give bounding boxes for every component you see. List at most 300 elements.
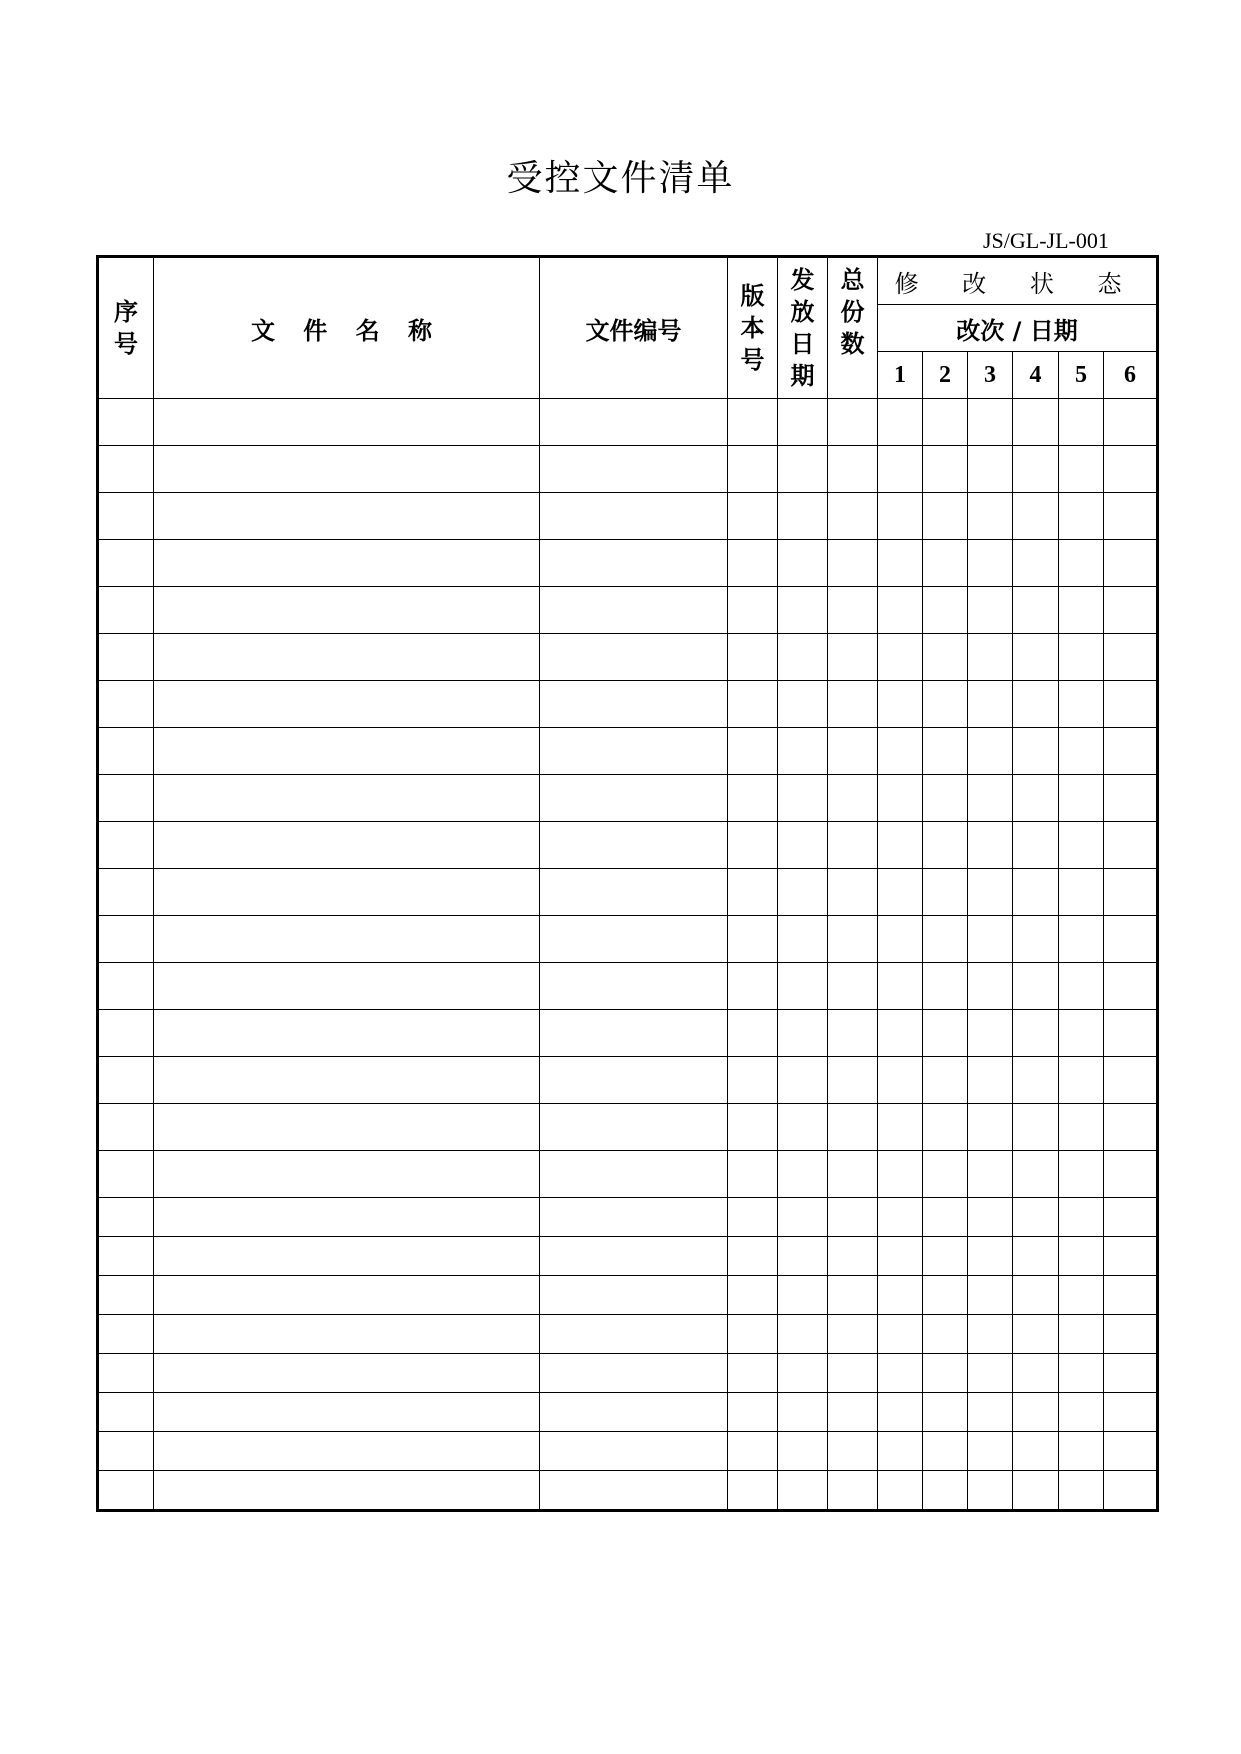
table-cell[interactable] bbox=[540, 1315, 728, 1354]
table-cell[interactable] bbox=[1059, 1010, 1104, 1057]
table-cell[interactable] bbox=[878, 869, 923, 916]
table-cell[interactable] bbox=[1104, 399, 1158, 446]
table-cell[interactable] bbox=[540, 493, 728, 540]
table-cell[interactable] bbox=[1059, 1315, 1104, 1354]
table-cell[interactable] bbox=[98, 1057, 154, 1104]
table-cell[interactable] bbox=[778, 681, 828, 728]
table-cell[interactable] bbox=[923, 493, 968, 540]
table-cell[interactable] bbox=[728, 963, 778, 1010]
table-cell[interactable] bbox=[540, 1104, 728, 1151]
table-cell[interactable] bbox=[154, 1010, 540, 1057]
table-cell[interactable] bbox=[923, 728, 968, 775]
table-cell[interactable] bbox=[728, 540, 778, 587]
table-cell[interactable] bbox=[1104, 916, 1158, 963]
table-cell[interactable] bbox=[1059, 1151, 1104, 1198]
table-cell[interactable] bbox=[778, 493, 828, 540]
table-cell[interactable] bbox=[1104, 1276, 1158, 1315]
table-cell[interactable] bbox=[968, 1151, 1013, 1198]
table-cell[interactable] bbox=[540, 634, 728, 681]
table-cell[interactable] bbox=[1013, 1104, 1059, 1151]
table-cell[interactable] bbox=[1104, 963, 1158, 1010]
table-cell[interactable] bbox=[540, 1010, 728, 1057]
table-cell[interactable] bbox=[923, 634, 968, 681]
table-cell[interactable] bbox=[728, 1393, 778, 1432]
table-cell[interactable] bbox=[728, 634, 778, 681]
table-cell[interactable] bbox=[540, 1393, 728, 1432]
table-cell[interactable] bbox=[878, 1315, 923, 1354]
table-cell[interactable] bbox=[98, 587, 154, 634]
table-cell[interactable] bbox=[98, 1237, 154, 1276]
table-cell[interactable] bbox=[540, 869, 728, 916]
table-cell[interactable] bbox=[540, 587, 728, 634]
table-cell[interactable] bbox=[1013, 963, 1059, 1010]
table-cell[interactable] bbox=[778, 916, 828, 963]
table-cell[interactable] bbox=[154, 1471, 540, 1511]
table-cell[interactable] bbox=[923, 1315, 968, 1354]
table-cell[interactable] bbox=[154, 681, 540, 728]
table-cell[interactable] bbox=[1059, 1354, 1104, 1393]
table-cell[interactable] bbox=[878, 1276, 923, 1315]
table-cell[interactable] bbox=[1059, 822, 1104, 869]
table-cell[interactable] bbox=[540, 916, 728, 963]
table-cell[interactable] bbox=[1059, 728, 1104, 775]
table-cell[interactable] bbox=[828, 1471, 878, 1511]
table-cell[interactable] bbox=[728, 446, 778, 493]
table-cell[interactable] bbox=[878, 1010, 923, 1057]
table-cell[interactable] bbox=[878, 916, 923, 963]
table-cell[interactable] bbox=[923, 1104, 968, 1151]
table-cell[interactable] bbox=[1059, 1104, 1104, 1151]
table-cell[interactable] bbox=[1104, 446, 1158, 493]
table-cell[interactable] bbox=[98, 1010, 154, 1057]
table-cell[interactable] bbox=[878, 493, 923, 540]
table-cell[interactable] bbox=[878, 1057, 923, 1104]
table-cell[interactable] bbox=[728, 399, 778, 446]
table-cell[interactable] bbox=[778, 775, 828, 822]
table-cell[interactable] bbox=[728, 1354, 778, 1393]
table-cell[interactable] bbox=[968, 540, 1013, 587]
table-cell[interactable] bbox=[778, 1104, 828, 1151]
table-cell[interactable] bbox=[1013, 728, 1059, 775]
table-cell[interactable] bbox=[728, 916, 778, 963]
table-cell[interactable] bbox=[1104, 1151, 1158, 1198]
table-cell[interactable] bbox=[98, 1151, 154, 1198]
table-cell[interactable] bbox=[968, 822, 1013, 869]
table-cell[interactable] bbox=[878, 963, 923, 1010]
table-cell[interactable] bbox=[828, 1010, 878, 1057]
table-cell[interactable] bbox=[154, 963, 540, 1010]
table-cell[interactable] bbox=[923, 1471, 968, 1511]
table-cell[interactable] bbox=[540, 775, 728, 822]
table-cell[interactable] bbox=[828, 822, 878, 869]
table-cell[interactable] bbox=[1104, 775, 1158, 822]
table-cell[interactable] bbox=[878, 587, 923, 634]
table-cell[interactable] bbox=[968, 1198, 1013, 1237]
table-cell[interactable] bbox=[1104, 1057, 1158, 1104]
table-cell[interactable] bbox=[1059, 963, 1104, 1010]
table-cell[interactable] bbox=[1104, 1432, 1158, 1471]
table-cell[interactable] bbox=[1013, 1432, 1059, 1471]
table-cell[interactable] bbox=[968, 1315, 1013, 1354]
table-cell[interactable] bbox=[98, 634, 154, 681]
table-cell[interactable] bbox=[154, 493, 540, 540]
table-cell[interactable] bbox=[778, 869, 828, 916]
table-cell[interactable] bbox=[968, 1471, 1013, 1511]
table-cell[interactable] bbox=[154, 1151, 540, 1198]
table-cell[interactable] bbox=[778, 728, 828, 775]
table-cell[interactable] bbox=[968, 963, 1013, 1010]
table-cell[interactable] bbox=[154, 1057, 540, 1104]
table-cell[interactable] bbox=[1059, 493, 1104, 540]
table-cell[interactable] bbox=[728, 587, 778, 634]
table-cell[interactable] bbox=[1013, 775, 1059, 822]
table-cell[interactable] bbox=[828, 1315, 878, 1354]
table-cell[interactable] bbox=[878, 1471, 923, 1511]
table-cell[interactable] bbox=[728, 1151, 778, 1198]
table-cell[interactable] bbox=[154, 1432, 540, 1471]
table-cell[interactable] bbox=[923, 1276, 968, 1315]
table-cell[interactable] bbox=[778, 446, 828, 493]
table-cell[interactable] bbox=[1104, 587, 1158, 634]
table-cell[interactable] bbox=[1104, 1354, 1158, 1393]
table-cell[interactable] bbox=[154, 634, 540, 681]
table-cell[interactable] bbox=[968, 493, 1013, 540]
table-cell[interactable] bbox=[1013, 1276, 1059, 1315]
table-cell[interactable] bbox=[878, 634, 923, 681]
table-cell[interactable] bbox=[1059, 1471, 1104, 1511]
table-cell[interactable] bbox=[828, 1354, 878, 1393]
table-cell[interactable] bbox=[154, 916, 540, 963]
table-cell[interactable] bbox=[828, 728, 878, 775]
table-cell[interactable] bbox=[1013, 869, 1059, 916]
table-cell[interactable] bbox=[828, 540, 878, 587]
table-cell[interactable] bbox=[968, 399, 1013, 446]
table-cell[interactable] bbox=[778, 1354, 828, 1393]
table-cell[interactable] bbox=[778, 1198, 828, 1237]
table-cell[interactable] bbox=[968, 587, 1013, 634]
table-cell[interactable] bbox=[828, 634, 878, 681]
table-cell[interactable] bbox=[923, 869, 968, 916]
table-cell[interactable] bbox=[98, 822, 154, 869]
table-cell[interactable] bbox=[828, 493, 878, 540]
table-cell[interactable] bbox=[968, 869, 1013, 916]
table-cell[interactable] bbox=[923, 775, 968, 822]
table-cell[interactable] bbox=[778, 822, 828, 869]
table-cell[interactable] bbox=[1104, 1104, 1158, 1151]
table-cell[interactable] bbox=[1013, 822, 1059, 869]
table-cell[interactable] bbox=[828, 1151, 878, 1198]
table-cell[interactable] bbox=[828, 446, 878, 493]
table-cell[interactable] bbox=[923, 446, 968, 493]
table-cell[interactable] bbox=[828, 399, 878, 446]
table-cell[interactable] bbox=[154, 540, 540, 587]
table-cell[interactable] bbox=[1104, 540, 1158, 587]
table-cell[interactable] bbox=[778, 1010, 828, 1057]
table-cell[interactable] bbox=[1059, 1057, 1104, 1104]
table-cell[interactable] bbox=[154, 1104, 540, 1151]
table-cell[interactable] bbox=[923, 822, 968, 869]
table-cell[interactable] bbox=[540, 1276, 728, 1315]
table-cell[interactable] bbox=[878, 1104, 923, 1151]
table-cell[interactable] bbox=[878, 1393, 923, 1432]
table-cell[interactable] bbox=[923, 1432, 968, 1471]
table-cell[interactable] bbox=[98, 1315, 154, 1354]
table-cell[interactable] bbox=[778, 1237, 828, 1276]
table-cell[interactable] bbox=[1013, 1393, 1059, 1432]
table-cell[interactable] bbox=[154, 1276, 540, 1315]
table-cell[interactable] bbox=[1013, 587, 1059, 634]
table-cell[interactable] bbox=[1059, 540, 1104, 587]
table-cell[interactable] bbox=[1104, 681, 1158, 728]
table-cell[interactable] bbox=[1013, 634, 1059, 681]
table-cell[interactable] bbox=[778, 1276, 828, 1315]
table-cell[interactable] bbox=[1059, 399, 1104, 446]
table-cell[interactable] bbox=[1013, 493, 1059, 540]
table-cell[interactable] bbox=[778, 399, 828, 446]
table-cell[interactable] bbox=[778, 587, 828, 634]
table-cell[interactable] bbox=[968, 681, 1013, 728]
table-cell[interactable] bbox=[968, 1010, 1013, 1057]
table-cell[interactable] bbox=[1013, 1151, 1059, 1198]
table-cell[interactable] bbox=[878, 1432, 923, 1471]
table-cell[interactable] bbox=[968, 775, 1013, 822]
table-cell[interactable] bbox=[923, 1393, 968, 1432]
table-cell[interactable] bbox=[1013, 1237, 1059, 1276]
table-cell[interactable] bbox=[878, 681, 923, 728]
table-cell[interactable] bbox=[1013, 446, 1059, 493]
table-cell[interactable] bbox=[1104, 822, 1158, 869]
table-cell[interactable] bbox=[1059, 1198, 1104, 1237]
table-cell[interactable] bbox=[968, 1276, 1013, 1315]
table-cell[interactable] bbox=[1104, 869, 1158, 916]
table-cell[interactable] bbox=[828, 1393, 878, 1432]
table-cell[interactable] bbox=[778, 1432, 828, 1471]
table-cell[interactable] bbox=[540, 446, 728, 493]
table-cell[interactable] bbox=[1013, 681, 1059, 728]
table-cell[interactable] bbox=[154, 728, 540, 775]
table-cell[interactable] bbox=[1013, 399, 1059, 446]
table-cell[interactable] bbox=[98, 681, 154, 728]
table-cell[interactable] bbox=[1104, 493, 1158, 540]
table-cell[interactable] bbox=[923, 963, 968, 1010]
table-cell[interactable] bbox=[778, 1151, 828, 1198]
table-cell[interactable] bbox=[778, 1393, 828, 1432]
table-cell[interactable] bbox=[923, 1237, 968, 1276]
table-cell[interactable] bbox=[728, 775, 778, 822]
table-cell[interactable] bbox=[728, 1198, 778, 1237]
table-cell[interactable] bbox=[828, 1276, 878, 1315]
table-cell[interactable] bbox=[98, 1104, 154, 1151]
table-cell[interactable] bbox=[154, 399, 540, 446]
table-cell[interactable] bbox=[878, 1237, 923, 1276]
table-cell[interactable] bbox=[923, 1010, 968, 1057]
table-cell[interactable] bbox=[1013, 1315, 1059, 1354]
table-cell[interactable] bbox=[923, 540, 968, 587]
table-cell[interactable] bbox=[98, 1276, 154, 1315]
table-cell[interactable] bbox=[923, 681, 968, 728]
table-cell[interactable] bbox=[540, 728, 728, 775]
table-cell[interactable] bbox=[1013, 1057, 1059, 1104]
table-cell[interactable] bbox=[540, 1057, 728, 1104]
table-cell[interactable] bbox=[778, 634, 828, 681]
table-cell[interactable] bbox=[540, 1354, 728, 1393]
table-cell[interactable] bbox=[154, 822, 540, 869]
table-cell[interactable] bbox=[728, 869, 778, 916]
table-cell[interactable] bbox=[154, 775, 540, 822]
table-cell[interactable] bbox=[154, 1315, 540, 1354]
table-cell[interactable] bbox=[968, 1104, 1013, 1151]
table-cell[interactable] bbox=[728, 1057, 778, 1104]
table-cell[interactable] bbox=[98, 1432, 154, 1471]
table-cell[interactable] bbox=[878, 1198, 923, 1237]
table-cell[interactable] bbox=[778, 540, 828, 587]
table-cell[interactable] bbox=[1013, 916, 1059, 963]
table-cell[interactable] bbox=[154, 1237, 540, 1276]
table-cell[interactable] bbox=[968, 1354, 1013, 1393]
table-cell[interactable] bbox=[1059, 587, 1104, 634]
table-cell[interactable] bbox=[1104, 634, 1158, 681]
table-cell[interactable] bbox=[98, 1198, 154, 1237]
table-cell[interactable] bbox=[828, 1237, 878, 1276]
table-cell[interactable] bbox=[923, 1198, 968, 1237]
table-cell[interactable] bbox=[540, 399, 728, 446]
table-cell[interactable] bbox=[828, 1057, 878, 1104]
table-cell[interactable] bbox=[1104, 1471, 1158, 1511]
table-cell[interactable] bbox=[1059, 1432, 1104, 1471]
table-cell[interactable] bbox=[878, 399, 923, 446]
table-cell[interactable] bbox=[154, 446, 540, 493]
table-cell[interactable] bbox=[1013, 1471, 1059, 1511]
table-cell[interactable] bbox=[968, 1393, 1013, 1432]
table-cell[interactable] bbox=[728, 493, 778, 540]
table-cell[interactable] bbox=[968, 1237, 1013, 1276]
table-cell[interactable] bbox=[154, 1393, 540, 1432]
table-cell[interactable] bbox=[778, 1315, 828, 1354]
table-cell[interactable] bbox=[540, 1151, 728, 1198]
table-cell[interactable] bbox=[878, 728, 923, 775]
table-cell[interactable] bbox=[728, 1010, 778, 1057]
table-cell[interactable] bbox=[1059, 634, 1104, 681]
table-cell[interactable] bbox=[1104, 1198, 1158, 1237]
table-cell[interactable] bbox=[923, 1151, 968, 1198]
table-cell[interactable] bbox=[98, 963, 154, 1010]
table-cell[interactable] bbox=[1013, 1010, 1059, 1057]
table-cell[interactable] bbox=[728, 681, 778, 728]
table-cell[interactable] bbox=[828, 916, 878, 963]
table-cell[interactable] bbox=[1104, 1315, 1158, 1354]
table-cell[interactable] bbox=[968, 728, 1013, 775]
table-cell[interactable] bbox=[1013, 540, 1059, 587]
table-cell[interactable] bbox=[968, 634, 1013, 681]
table-cell[interactable] bbox=[98, 916, 154, 963]
table-cell[interactable] bbox=[878, 446, 923, 493]
table-cell[interactable] bbox=[828, 1198, 878, 1237]
table-cell[interactable] bbox=[878, 1151, 923, 1198]
table-cell[interactable] bbox=[98, 399, 154, 446]
table-cell[interactable] bbox=[540, 1471, 728, 1511]
table-cell[interactable] bbox=[540, 681, 728, 728]
table-cell[interactable] bbox=[878, 775, 923, 822]
table-cell[interactable] bbox=[728, 1237, 778, 1276]
table-cell[interactable] bbox=[540, 540, 728, 587]
table-cell[interactable] bbox=[1013, 1354, 1059, 1393]
table-cell[interactable] bbox=[778, 1471, 828, 1511]
table-cell[interactable] bbox=[98, 540, 154, 587]
table-cell[interactable] bbox=[98, 446, 154, 493]
table-cell[interactable] bbox=[1059, 1276, 1104, 1315]
table-cell[interactable] bbox=[1013, 1198, 1059, 1237]
table-cell[interactable] bbox=[923, 587, 968, 634]
table-cell[interactable] bbox=[540, 1198, 728, 1237]
table-cell[interactable] bbox=[828, 1104, 878, 1151]
table-cell[interactable] bbox=[728, 1104, 778, 1151]
table-cell[interactable] bbox=[828, 587, 878, 634]
table-cell[interactable] bbox=[98, 1354, 154, 1393]
table-cell[interactable] bbox=[154, 1354, 540, 1393]
table-cell[interactable] bbox=[1059, 775, 1104, 822]
table-cell[interactable] bbox=[778, 1057, 828, 1104]
table-cell[interactable] bbox=[154, 869, 540, 916]
table-cell[interactable] bbox=[923, 1057, 968, 1104]
table-cell[interactable] bbox=[540, 963, 728, 1010]
table-cell[interactable] bbox=[923, 399, 968, 446]
table-cell[interactable] bbox=[878, 540, 923, 587]
table-cell[interactable] bbox=[828, 1432, 878, 1471]
table-cell[interactable] bbox=[968, 916, 1013, 963]
table-cell[interactable] bbox=[878, 822, 923, 869]
table-cell[interactable] bbox=[98, 775, 154, 822]
table-cell[interactable] bbox=[98, 1471, 154, 1511]
table-cell[interactable] bbox=[154, 1198, 540, 1237]
table-cell[interactable] bbox=[1104, 1393, 1158, 1432]
table-cell[interactable] bbox=[828, 775, 878, 822]
table-cell[interactable] bbox=[1059, 446, 1104, 493]
table-cell[interactable] bbox=[828, 869, 878, 916]
table-cell[interactable] bbox=[98, 1393, 154, 1432]
table-cell[interactable] bbox=[728, 822, 778, 869]
table-cell[interactable] bbox=[728, 1432, 778, 1471]
table-cell[interactable] bbox=[98, 869, 154, 916]
table-cell[interactable] bbox=[1059, 916, 1104, 963]
table-cell[interactable] bbox=[540, 1432, 728, 1471]
table-cell[interactable] bbox=[540, 822, 728, 869]
table-cell[interactable] bbox=[154, 587, 540, 634]
table-cell[interactable] bbox=[1104, 1010, 1158, 1057]
table-cell[interactable] bbox=[968, 446, 1013, 493]
table-cell[interactable] bbox=[1059, 869, 1104, 916]
table-cell[interactable] bbox=[98, 493, 154, 540]
table-cell[interactable] bbox=[728, 1276, 778, 1315]
table-cell[interactable] bbox=[1059, 681, 1104, 728]
table-cell[interactable] bbox=[923, 1354, 968, 1393]
table-cell[interactable] bbox=[778, 963, 828, 1010]
table-cell[interactable] bbox=[540, 1237, 728, 1276]
table-cell[interactable] bbox=[728, 1315, 778, 1354]
table-cell[interactable] bbox=[828, 681, 878, 728]
table-cell[interactable] bbox=[1059, 1393, 1104, 1432]
table-cell[interactable] bbox=[98, 728, 154, 775]
table-cell[interactable] bbox=[968, 1432, 1013, 1471]
table-cell[interactable] bbox=[923, 916, 968, 963]
table-cell[interactable] bbox=[828, 963, 878, 1010]
table-cell[interactable] bbox=[1104, 1237, 1158, 1276]
table-cell[interactable] bbox=[1059, 1237, 1104, 1276]
table-cell[interactable] bbox=[1104, 728, 1158, 775]
table-cell[interactable] bbox=[878, 1354, 923, 1393]
table-cell[interactable] bbox=[968, 1057, 1013, 1104]
table-cell[interactable] bbox=[728, 728, 778, 775]
table-cell[interactable] bbox=[728, 1471, 778, 1511]
